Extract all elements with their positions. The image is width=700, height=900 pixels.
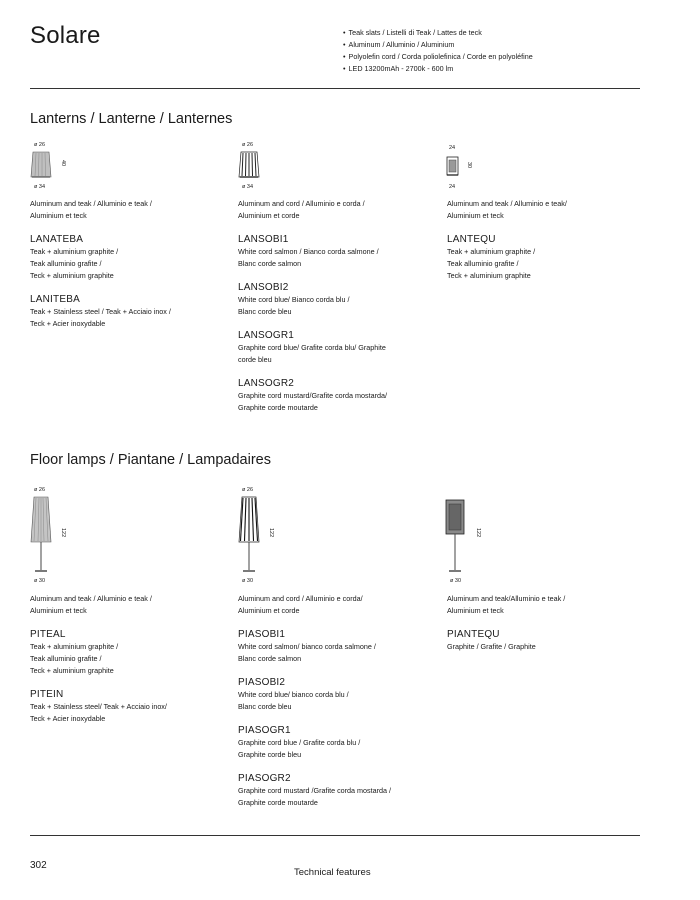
product-desc: Blanc corde bleu <box>238 307 292 316</box>
product-desc: Graphite cord blue / Grafite corda blu / <box>238 738 361 747</box>
floor-lamp-square-drawing <box>444 498 468 576</box>
product-desc: Blanc corde salmon <box>238 654 302 663</box>
lanterns-section-title: Lanterns / Lanterne / Lanternes <box>30 111 233 127</box>
lantern-column-1 <box>30 198 230 330</box>
dim-bottom-label: ø 34 <box>34 184 46 190</box>
dim-side-label: 122 <box>268 528 274 538</box>
product-code: PIASOBI2 <box>238 677 286 688</box>
dim-side-label: 122 <box>60 528 66 538</box>
floor-lamp-teak-drawing <box>29 496 53 574</box>
material-line: Aluminum and teak / Alluminio e teak / <box>30 594 152 603</box>
product-code: LANTEQU <box>447 234 496 245</box>
material-line: Aluminum and teak/Alluminio e teak / <box>447 594 566 603</box>
material-line: Aluminum and teak / Alluminio e teak/ <box>447 199 567 208</box>
product-code: LANSOBI1 <box>238 234 289 245</box>
product-code: PIASOGR2 <box>238 773 291 784</box>
product-desc: Teck + Acier inoxydable <box>30 319 106 328</box>
floor-lamp-cord-drawing <box>237 496 261 574</box>
dim-top-label: ø 26 <box>34 487 46 493</box>
product-desc: Teak + Stainless steel/ Teak + Acciaio inox/ <box>30 702 167 711</box>
footer-divider <box>30 835 640 836</box>
product-desc: Teak + Stainless steel / Teak + Acciaio inox / <box>30 307 171 316</box>
floor-column-2 <box>238 593 438 809</box>
product-desc: Teak alluminio grafite / <box>30 654 102 663</box>
dim-bottom-label: ø 34 <box>242 184 254 190</box>
material-line: Aluminium et teck <box>30 211 87 220</box>
feature-item: • LED 13200mAh - 2700k - 600 lm <box>343 63 533 75</box>
product-desc: Blanc corde bleu <box>238 702 292 711</box>
product-code: LANSOGR1 <box>238 330 295 341</box>
material-line: Aluminum and cord / Alluminio e corda/ <box>238 594 363 603</box>
dim-side-label: 122 <box>475 528 481 538</box>
dim-top-label: 24 <box>449 145 456 151</box>
material-line: Aluminium et teck <box>447 606 504 615</box>
product-desc: Teck + aluminium graphite <box>447 271 531 280</box>
dim-top-label: ø 26 <box>242 142 254 148</box>
product-code: PITEIN <box>30 689 64 700</box>
lantern-column-3 <box>447 198 647 282</box>
floor-column-3 <box>447 593 647 653</box>
dim-bottom-label: 24 <box>449 184 456 190</box>
product-desc: Teak + aluminium graphite / <box>30 247 119 256</box>
lantern-square-drawing <box>446 156 460 178</box>
product-desc: corde bleu <box>238 355 272 364</box>
floor-column-1 <box>30 593 230 725</box>
product-code: LANATEBA <box>30 234 84 245</box>
product-desc: Graphite / Grafite / Graphite <box>447 642 536 651</box>
product-desc: Teck + aluminium graphite <box>30 271 114 280</box>
floor-section-title: Floor lamps / Piantane / Lampadaires <box>30 452 271 468</box>
material-line: Aluminium et corde <box>238 211 300 220</box>
material-line: Aluminum and teak / Alluminio e teak / <box>30 199 152 208</box>
feature-item: • Aluminum / Alluminio / Aluminium <box>343 39 533 51</box>
material-line: Aluminium et teck <box>447 211 504 220</box>
product-desc: Teak alluminio grafite / <box>447 259 519 268</box>
dim-top-label: ø 26 <box>242 487 254 493</box>
product-desc: Graphite cord blue/ Grafite corda blu/ Graphite <box>238 343 386 352</box>
product-code: PIASOGR1 <box>238 725 291 736</box>
product-desc: Teck + Acier inoxydable <box>30 714 106 723</box>
product-desc: White cord blue/ bianco corda blu / <box>238 690 349 699</box>
lantern-column-2 <box>238 198 438 414</box>
product-desc: Teck + aluminium graphite <box>30 666 114 675</box>
material-line: Aluminum and cord / Alluminio e corda / <box>238 199 365 208</box>
feature-item: • Polyolefin cord / Corda poliolefinica / Corde en polyoléfine <box>343 51 533 63</box>
product-desc: Graphite corde moutarde <box>238 403 318 412</box>
product-code: LANSOGR2 <box>238 378 295 389</box>
product-code: PITEAL <box>30 629 66 640</box>
product-code: PIASOBI1 <box>238 629 286 640</box>
material-line: Aluminium et corde <box>238 606 300 615</box>
product-code: PIANTEQU <box>447 629 500 640</box>
product-desc: Graphite cord mustard /Grafite corda mostarda / <box>238 786 391 795</box>
header-divider <box>30 88 640 89</box>
material-line: Aluminium et teck <box>30 606 87 615</box>
feature-item: • Teak slats / Listelli di Teak / Lattes de teck <box>343 27 533 39</box>
product-desc: Graphite corde bleu <box>238 750 302 759</box>
product-desc: Teak alluminio grafite / <box>30 259 102 268</box>
product-desc: Graphite cord mustard/Grafite corda mostarda/ <box>238 391 388 400</box>
dim-top-label: ø 26 <box>34 142 46 148</box>
dim-side-label: 30 <box>466 162 472 169</box>
product-code: LANITEBA <box>30 294 80 305</box>
dim-bottom-label: ø 30 <box>242 578 254 584</box>
product-desc: Teak + aluminium graphite / <box>30 642 119 651</box>
page-number: 302 <box>30 860 47 871</box>
product-desc: White cord blue/ Bianco corda blu / <box>238 295 350 304</box>
product-code: LANSOBI2 <box>238 282 289 293</box>
product-desc: Graphite corde moutarde <box>238 798 318 807</box>
page-title: Solare <box>30 22 101 49</box>
dim-side-label: 40 <box>60 160 66 167</box>
footer-label: Technical features <box>294 867 371 878</box>
feature-list <box>343 27 533 75</box>
product-desc: White cord salmon / Bianco corda salmone / <box>238 247 379 256</box>
product-desc: Blanc corde salmon <box>238 259 302 268</box>
product-desc: White cord salmon/ bianco corda salmone / <box>238 642 376 651</box>
dim-bottom-label: ø 30 <box>34 578 46 584</box>
lantern-teak-drawing <box>30 151 52 179</box>
dim-bottom-label: ø 30 <box>450 578 462 584</box>
lantern-cord-drawing <box>238 151 260 179</box>
product-desc: Teak + aluminium graphite / <box>447 247 536 256</box>
